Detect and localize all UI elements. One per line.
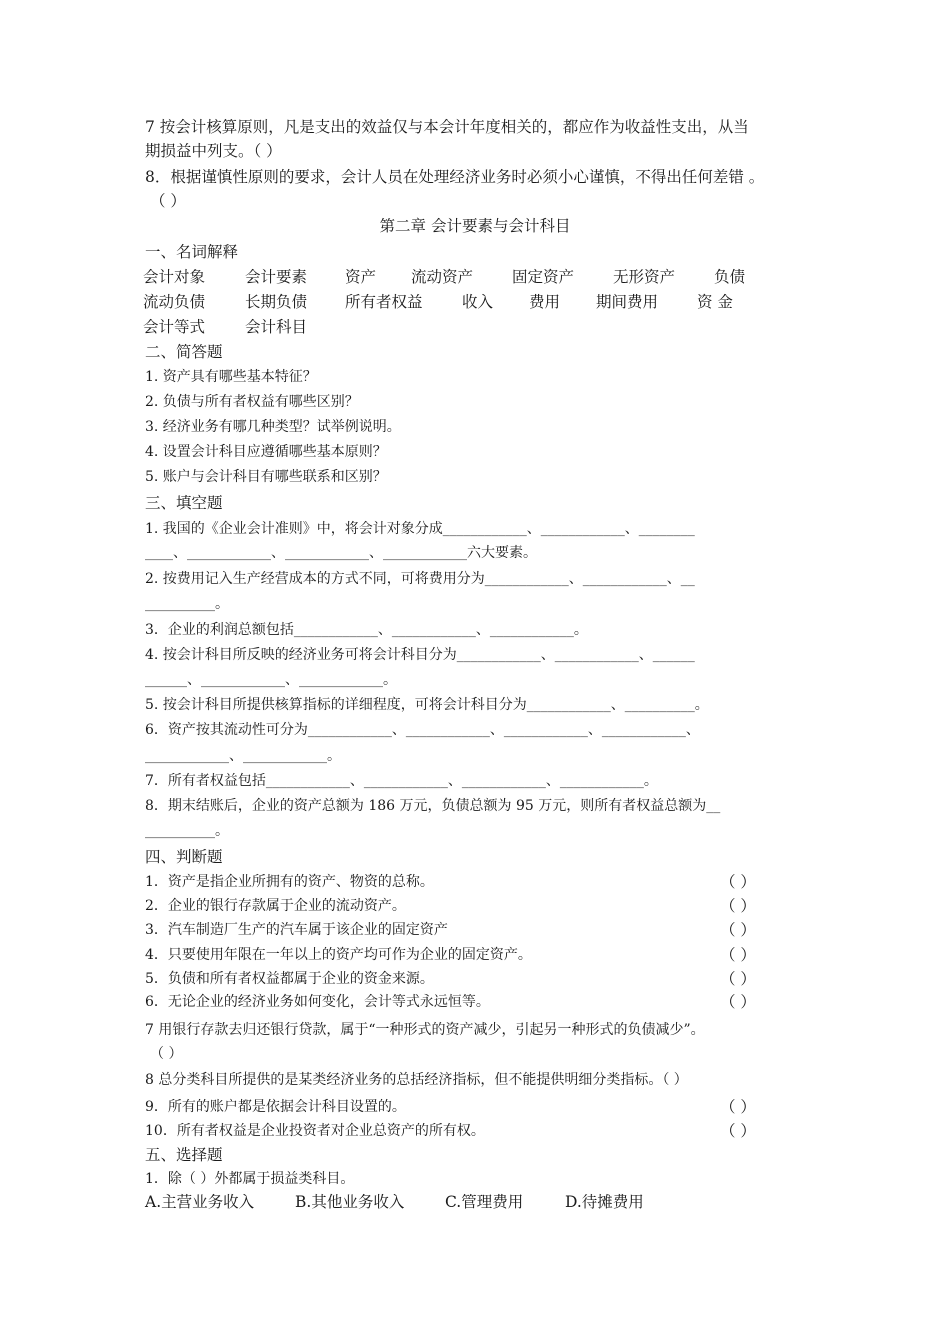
- fill-q2-line1: 2. 按费用记入生产经营成本的方式不同，可将费用分为____________、____________、__: [145, 571, 695, 587]
- term: 期间费用: [596, 293, 659, 311]
- fill-q6-line1: 6．资产按其流动性可分为____________、____________、____________、____________、: [145, 722, 700, 738]
- terms-row-2: [143, 291, 757, 313]
- fill-q7: 7．所有者权益包括____________、____________、____________、____________。: [145, 773, 658, 789]
- prev-q8-line1: 8．根据谨慎性原则的要求，会计人员在处理经济业务时必须小心谨慎，不得出任何差错 。: [145, 168, 765, 186]
- section-heading-true-false: 四、判断题: [145, 848, 223, 866]
- terms-row-3: [143, 316, 345, 338]
- short-answer-item: 1. 资产具有哪些基本特征？: [145, 369, 317, 385]
- fill-q5: 5. 按会计科目所提供核算指标的详细程度，可将会计科目分为____________、__________。: [145, 697, 709, 713]
- tf-answer-paren: （ ）: [720, 970, 756, 988]
- tf-answer-paren: （ ）: [720, 946, 756, 964]
- section-heading-short-answer: 二、简答题: [145, 343, 223, 361]
- option-a: A.主营业务收入: [145, 1193, 255, 1211]
- tf-q3: 3．汽车制造厂生产的汽车属于该企业的固定资产: [145, 922, 448, 938]
- fill-q6-line2: ____________、____________。: [145, 748, 341, 764]
- term: 收入: [462, 293, 494, 311]
- term: 资 金: [697, 293, 733, 311]
- chapter-title: 第二章 会计要素与会计科目: [379, 217, 571, 235]
- tf-q10: 10．所有者权益是企业投资者对企业总资产的所有权。: [145, 1123, 485, 1139]
- fill-q3: 3．企业的利润总额包括____________、____________、____________。: [145, 622, 588, 638]
- term: 流动资产: [411, 268, 474, 286]
- fill-q4-line2: ______、____________、____________。: [145, 672, 397, 688]
- term: 费用: [529, 293, 561, 311]
- prev-q7-line2: 期损益中列支。（ ）: [145, 142, 282, 160]
- fill-q1-line1: 1. 我国的《企业会计准则》中，将会计对象分成____________、____________、________: [145, 521, 695, 537]
- term: 负债: [714, 268, 746, 286]
- short-answer-item: 5. 账户与会计科目有哪些联系和区别？: [145, 469, 387, 485]
- tf-q7-line2: （ ）: [150, 1046, 183, 1062]
- option-b: B.其他业务收入: [295, 1193, 405, 1211]
- tf-answer-paren: （ ）: [720, 993, 756, 1011]
- fill-q4-line1: 4. 按会计科目所反映的经济业务可将会计科目分为____________、____________、______: [145, 647, 695, 663]
- section-heading-fill-blank: 三、填空题: [145, 494, 223, 512]
- term: 所有者权益: [345, 293, 423, 311]
- option-c: C.管理费用: [445, 1193, 524, 1211]
- section-heading-terms: 一、名词解释: [145, 243, 239, 261]
- term: 资产: [345, 268, 377, 286]
- short-answer-item: 2. 负债与所有者权益有哪些区别？: [145, 394, 359, 410]
- tf-q1: 1．资产是指企业所拥有的资产、物资的总称。: [145, 874, 434, 890]
- prev-q8-line2: （ ）: [150, 192, 186, 210]
- tf-q6: 6．无论企业的经济业务如何变化，会计等式永远恒等。: [145, 994, 490, 1010]
- tf-answer-paren: （ ）: [720, 873, 756, 891]
- term: 会计要素: [245, 268, 308, 286]
- tf-answer-paren: （ ）: [720, 897, 756, 915]
- term: 流动负债: [143, 293, 206, 311]
- tf-q8: 8 总分类科目所提供的是某类经济业务的总括经济指标，但不能提供明细分类指标。（ ）: [145, 1072, 688, 1088]
- term: 会计对象: [143, 268, 206, 286]
- tf-answer-paren: （ ）: [720, 1122, 756, 1140]
- mc-q1-options: [145, 1191, 685, 1213]
- terms-row-1: [143, 266, 774, 288]
- tf-q5: 5．负债和所有者权益都属于企业的资金来源。: [145, 971, 434, 987]
- term: 无形资产: [613, 268, 676, 286]
- fill-q8-line2: __________。: [145, 823, 229, 839]
- tf-q7-line1: 7 用银行存款去归还银行贷款，属于“一种形式的资产减少，引起另一种形式的负债减少”。: [145, 1022, 705, 1038]
- tf-answer-paren: （ ）: [720, 921, 756, 939]
- option-d: D.待摊费用: [565, 1193, 644, 1211]
- tf-q9: 9．所有的账户都是依据会计科目设置的。: [145, 1099, 406, 1115]
- section-heading-multiple-choice: 五、选择题: [145, 1146, 223, 1164]
- term: 会计等式: [143, 318, 206, 336]
- term: 长期负债: [245, 293, 308, 311]
- fill-q2-line2: __________。: [145, 596, 229, 612]
- term: 会计科目: [245, 318, 308, 336]
- tf-answer-paren: （ ）: [720, 1098, 756, 1116]
- short-answer-item: 4. 设置会计科目应遵循哪些基本原则？: [145, 444, 387, 460]
- fill-q8-line1: 8．期末结账后，企业的资产总额为 186 万元，负债总额为 95 万元，则所有者权益总额为__: [145, 798, 721, 814]
- tf-q2: 2．企业的银行存款属于企业的流动资产。: [145, 898, 406, 914]
- tf-q4: 4．只要使用年限在一年以上的资产均可作为企业的固定资产。: [145, 947, 532, 963]
- term: 固定资产: [512, 268, 575, 286]
- fill-q1-line2: ____、____________、____________、____________六大要素。: [145, 545, 537, 561]
- prev-q7-line1: 7 按会计核算原则，凡是支出的效益仅与本会计年度相关的，都应作为收益性支出，从当: [145, 118, 749, 136]
- short-answer-item: 3. 经济业务有哪几种类型？试举例说明。: [145, 419, 401, 435]
- mc-q1: 1．除（ ）外都属于损益类科目。: [145, 1171, 355, 1187]
